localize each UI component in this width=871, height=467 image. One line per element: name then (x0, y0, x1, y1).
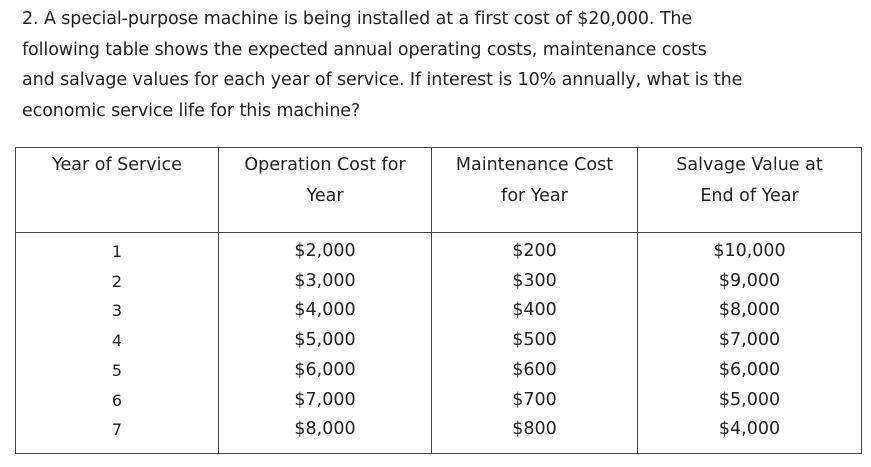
cost-table (15, 147, 862, 454)
question-line: and salvage values for each year of service. If interest is 10% annually, what is the (22, 70, 743, 90)
maintenance-cost-cell: $800 (512, 419, 557, 440)
operation-cost-cell: $8,000 (294, 419, 356, 440)
table-body-row (16, 233, 862, 454)
salvage-value-column (638, 233, 862, 454)
question-line: 2. A special-purpose machine is being installed at a first cost of $20,000. The (22, 9, 693, 29)
operation-cost-cell: $2,000 (294, 241, 356, 261)
salvage-value-cell: $8,000 (718, 300, 781, 321)
operation-cost-cell: $6,000 (294, 359, 356, 380)
header-operation-cost: Operation Cost for Year (219, 148, 432, 233)
question-line: economic service life for this machine? (22, 100, 361, 121)
header-year-of-service: Year of Service (16, 148, 219, 233)
year-cell: 5 (111, 360, 123, 380)
salvage-value-cell: $4,000 (718, 419, 781, 440)
maintenance-cost-cell: $600 (512, 359, 557, 380)
salvage-value-cell: $7,000 (718, 330, 781, 351)
maintenance-cost-column (432, 233, 638, 454)
question-text (22, 4, 867, 126)
year-cell: 7 (111, 420, 123, 440)
operation-cost-cell: $5,000 (294, 330, 356, 351)
maintenance-cost-cell: $400 (512, 300, 557, 321)
year-column (16, 233, 219, 454)
year-cell: 6 (111, 390, 123, 410)
header-maintenance-cost: Maintenance Cost for Year (432, 148, 638, 233)
operation-cost-cell: $7,000 (294, 389, 356, 410)
salvage-value-cell: $5,000 (718, 389, 781, 410)
operation-cost-cell: $4,000 (294, 300, 356, 321)
year-cell: 3 (111, 301, 123, 321)
header-salvage-value: Salvage Value at End of Year (638, 148, 862, 233)
salvage-value-cell: $6,000 (718, 359, 781, 380)
maintenance-cost-cell: $300 (512, 270, 557, 291)
salvage-value-cell: $10,000 (713, 241, 786, 261)
year-cell: 4 (111, 331, 123, 351)
maintenance-cost-cell: $200 (512, 241, 557, 261)
maintenance-cost-cell: $500 (512, 330, 557, 351)
maintenance-cost-cell: $700 (512, 389, 557, 410)
salvage-value-cell: $9,000 (718, 270, 781, 291)
year-cell: 1 (111, 242, 123, 261)
table-header-row (16, 148, 862, 233)
question-line: following table shows the expected annual operating costs, maintenance costs (22, 39, 707, 60)
operation-cost-cell: $3,000 (294, 270, 356, 291)
operation-cost-column (219, 233, 432, 454)
year-cell: 2 (111, 271, 123, 291)
